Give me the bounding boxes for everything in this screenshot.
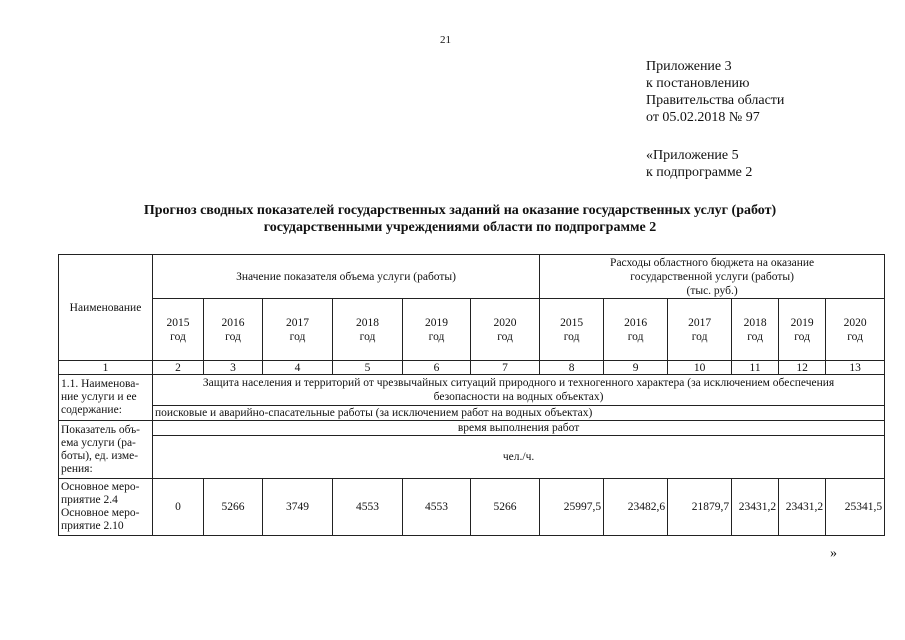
name-header: Наименование: [59, 255, 153, 361]
indicator-name: время выполнения работ: [153, 421, 885, 436]
appendix-line: к постановлению: [646, 76, 750, 91]
year-header: 2015 год: [540, 299, 604, 361]
appendix-sub-line: «Приложение 5: [646, 148, 739, 163]
document-title: [40, 202, 880, 236]
value-cell: 4553: [333, 479, 403, 536]
volume-header: Значение показателя объема услуги (работы): [153, 255, 540, 299]
expenses-header-line: (тыс. руб.): [686, 284, 738, 297]
year-header: 2016 год: [604, 299, 668, 361]
year-header: 2020 год: [471, 299, 540, 361]
value-cell: 5266: [204, 479, 263, 536]
col-number: 11: [732, 361, 779, 375]
value-cell: 25997,5: [540, 479, 604, 536]
appendix-header: [646, 58, 784, 126]
col-number: 8: [540, 361, 604, 375]
year-header: 2018 год: [732, 299, 779, 361]
col-number: 9: [604, 361, 668, 375]
indicators-table: [58, 254, 885, 536]
appendix-sub-header: [646, 147, 752, 181]
year-header: 2017 год: [263, 299, 333, 361]
year-header: 2019 год: [403, 299, 471, 361]
year-header: 2020 год: [826, 299, 885, 361]
value-cell: 23431,2: [779, 479, 826, 536]
value-cell: 23482,6: [604, 479, 668, 536]
measure-label: Основное меро- приятие 2.4 Основное меро- приятие 2.10: [59, 479, 153, 536]
col-number: 12: [779, 361, 826, 375]
col-number: 4: [263, 361, 333, 375]
year-header: 2015 год: [153, 299, 204, 361]
appendix-sub-line: к подпрограмме 2: [646, 165, 753, 180]
col-number: 1: [59, 361, 153, 375]
indicator-label: Показатель объ- ема услуги (ра- боты), ед. изме- рения:: [59, 421, 153, 479]
col-number: 13: [826, 361, 885, 375]
value-cell: 21879,7: [668, 479, 732, 536]
year-header: 2019 год: [779, 299, 826, 361]
appendix-line: Приложение 3: [646, 59, 732, 74]
service-label: 1.1. Наименова- ние услуги и ее содержание:: [59, 375, 153, 421]
appendix-line: Правительства области: [646, 93, 785, 108]
year-header: 2017 год: [668, 299, 732, 361]
col-number: 6: [403, 361, 471, 375]
col-number: 2: [153, 361, 204, 375]
indicator-unit: чел./ч.: [153, 436, 885, 479]
value-cell: 0: [153, 479, 204, 536]
year-header: 2016 год: [204, 299, 263, 361]
value-cell: 23431,2: [732, 479, 779, 536]
page-number: 21: [440, 34, 451, 46]
appendix-line: от 05.02.2018 № 97: [646, 110, 760, 125]
expenses-header-line: Расходы областного бюджета на оказание: [610, 256, 815, 269]
service-name: Защита населения и территорий от чрезвычайных ситуаций природного и техногенного характера (за исключением обеспечения безопасности на водных объектах): [153, 375, 885, 406]
col-number: 7: [471, 361, 540, 375]
value-cell: 4553: [403, 479, 471, 536]
value-cell: 3749: [263, 479, 333, 536]
closing-quote: »: [830, 546, 837, 561]
title-line: государственными учреждениями области по подпрограмме 2: [263, 220, 657, 235]
title-line: Прогноз сводных показателей государственных заданий на оказание государственных услуг (работ): [143, 203, 777, 218]
col-number: 5: [333, 361, 403, 375]
value-cell: 25341,5: [826, 479, 885, 536]
col-number: 10: [668, 361, 732, 375]
expenses-header: [540, 255, 885, 299]
col-number: 3: [204, 361, 263, 375]
expenses-header-line: государственной услуги (работы): [630, 270, 794, 283]
service-content: поисковые и аварийно-спасательные работы (за исключением работ на водных объектах): [153, 406, 885, 421]
value-cell: 5266: [471, 479, 540, 536]
year-header: 2018 год: [333, 299, 403, 361]
